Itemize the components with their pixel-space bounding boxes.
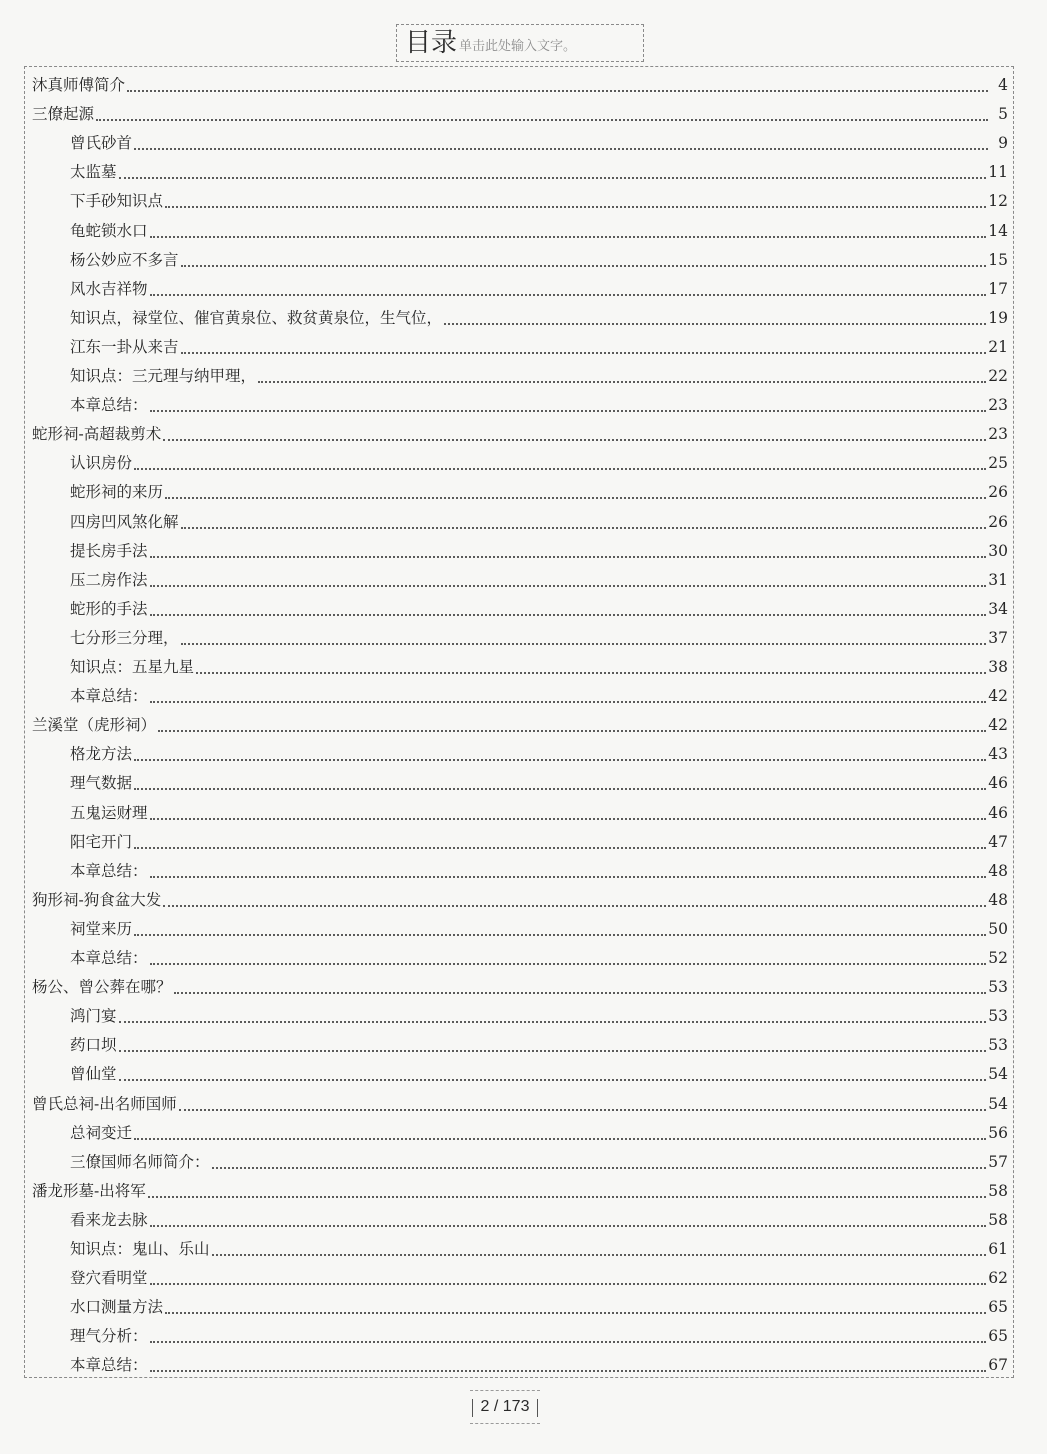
toc-leader-dots xyxy=(165,206,986,208)
toc-leader-dots xyxy=(163,905,986,907)
toc-entry[interactable] xyxy=(0,885,1008,913)
toc-entry[interactable] xyxy=(0,1350,1008,1378)
toc-entry[interactable] xyxy=(0,448,1008,476)
toc-entry[interactable] xyxy=(0,681,1008,709)
toc-entry[interactable] xyxy=(0,419,1008,447)
toc-entry-label: 下手砂知识点 xyxy=(70,192,164,211)
toc-leader-dots xyxy=(134,788,986,790)
toc-leader-dots xyxy=(119,1021,987,1023)
toc-entry-label: 本章总结： xyxy=(70,1356,148,1375)
toc-entry-page: 17 xyxy=(988,279,1008,298)
toc-entry-label: 三僚国师名师简介： xyxy=(70,1152,210,1171)
toc-entry[interactable] xyxy=(0,507,1008,535)
toc-entry-label: 沐真师傅简介 xyxy=(32,76,126,94)
toc-entry[interactable] xyxy=(0,1089,1008,1117)
toc-entry-page: 30 xyxy=(988,541,1008,560)
toc-entry[interactable] xyxy=(0,128,1008,156)
page-indicator-text: 2 / 173 xyxy=(480,1398,530,1415)
toc-entry[interactable] xyxy=(0,70,1008,98)
toc-entry[interactable] xyxy=(0,1176,1008,1204)
toc-leader-dots xyxy=(150,585,987,587)
toc-entry-label: 太监墓 xyxy=(70,163,117,182)
toc-entry-page: 50 xyxy=(988,919,1008,938)
toc-entry[interactable] xyxy=(0,99,1008,127)
toc-entry[interactable] xyxy=(0,1205,1008,1233)
toc-entry-label: 看来龙去脉 xyxy=(70,1210,148,1229)
toc-leader-dots xyxy=(165,1312,986,1314)
toc-entry-page: 21 xyxy=(988,337,1008,356)
toc-entry[interactable] xyxy=(0,1118,1008,1146)
toc-entry-label: 龟蛇锁水口 xyxy=(70,221,148,240)
toc-entry[interactable] xyxy=(0,216,1008,244)
toc-entry-page: 65 xyxy=(988,1298,1008,1317)
toc-entry[interactable] xyxy=(0,1030,1008,1058)
toc-entry-page: 9 xyxy=(998,134,1008,153)
toc-entry-label: 潘龙形墓-出将军 xyxy=(32,1181,146,1200)
toc-entry-label: 祠堂来历 xyxy=(70,919,133,938)
toc-entry-page: 23 xyxy=(988,396,1008,415)
toc-entry-label: 理气数据 xyxy=(70,774,133,793)
toc-entry-label: 江东一卦从来吉 xyxy=(70,337,179,356)
toc-entry[interactable] xyxy=(0,856,1008,884)
toc-entry-label: 本章总结： xyxy=(70,687,148,706)
placeholder-hint[interactable]: 单击此处输入文字。 xyxy=(459,39,577,54)
toc-leader-dots xyxy=(444,323,986,325)
toc-leader-dots xyxy=(181,352,987,354)
toc-leader-dots xyxy=(212,1254,987,1256)
toc-title-box xyxy=(396,24,644,62)
toc-entry-label: 兰溪堂（虎形祠） xyxy=(32,716,157,735)
toc-leader-dots xyxy=(150,701,987,703)
toc-entry-label: 风水吉祥物 xyxy=(70,279,148,298)
toc-entry-page: 58 xyxy=(988,1210,1008,1229)
toc-entry[interactable] xyxy=(0,623,1008,651)
toc-entry-page: 47 xyxy=(988,832,1008,851)
toc-entry-label: 七分形三分理， xyxy=(70,628,179,647)
toc-entry-page: 42 xyxy=(988,716,1008,735)
page-indicator xyxy=(470,1390,540,1424)
toc-entry-page: 53 xyxy=(988,978,1008,997)
toc-entry-label: 阳宅开门 xyxy=(70,832,133,851)
toc-entry-page: 26 xyxy=(988,483,1008,502)
toc-entry[interactable] xyxy=(0,1059,1008,1087)
toc-entry-label: 曾仙堂 xyxy=(70,1065,117,1084)
toc-entry[interactable] xyxy=(0,565,1008,593)
toc-entry[interactable] xyxy=(0,1321,1008,1349)
toc-entry[interactable] xyxy=(0,943,1008,971)
toc-entry-page: 19 xyxy=(988,308,1008,327)
toc-entry-page: 11 xyxy=(988,163,1008,182)
toc-leader-dots xyxy=(134,468,986,470)
toc-entry-label: 提长房手法 xyxy=(70,541,148,560)
toc-entry-label: 本章总结： xyxy=(70,949,148,967)
toc-entry-label: 本章总结： xyxy=(70,396,148,415)
toc-entry[interactable] xyxy=(0,1292,1008,1320)
toc-leader-dots xyxy=(134,934,986,936)
toc-entry-label: 认识房份 xyxy=(70,454,133,473)
toc-leader-dots xyxy=(150,1370,987,1372)
toc-entry-page: 54 xyxy=(988,1094,1008,1113)
toc-entry-label: 蛇形的手法 xyxy=(70,599,148,618)
toc-entry[interactable] xyxy=(0,1001,1008,1029)
toc-entry-page: 4 xyxy=(998,76,1008,94)
page-indicator-divider xyxy=(537,1399,538,1417)
toc-entry-label: 杨公、曾公葬在哪？ xyxy=(32,978,172,997)
toc-entry-page: 67 xyxy=(988,1356,1008,1375)
toc-entry-label: 理气分析： xyxy=(70,1327,148,1346)
toc-entry-page: 42 xyxy=(988,687,1008,706)
toc-entry[interactable] xyxy=(0,1234,1008,1262)
toc-leader-dots xyxy=(119,177,987,179)
toc-entry-page: 25 xyxy=(988,454,1008,473)
toc-entry-page: 46 xyxy=(988,774,1008,793)
toc-entry-page: 58 xyxy=(988,1181,1008,1200)
toc-entry[interactable] xyxy=(0,245,1008,273)
toc-leader-dots xyxy=(181,265,987,267)
toc-entry-label: 狗形祠-狗食盆大发 xyxy=(32,890,162,909)
toc-leader-dots xyxy=(258,381,986,383)
toc-entry[interactable] xyxy=(0,303,1008,331)
toc-entry[interactable] xyxy=(0,390,1008,418)
toc-entry-label: 水口测量方法 xyxy=(70,1298,164,1317)
toc-leader-dots xyxy=(150,963,987,965)
toc-leader-dots xyxy=(148,1196,987,1198)
toc-leader-dots xyxy=(150,236,987,238)
toc-leader-dots xyxy=(158,730,986,732)
toc-entry-page: 34 xyxy=(988,599,1008,618)
toc-leader-dots xyxy=(150,818,987,820)
toc-entry[interactable] xyxy=(0,536,1008,564)
toc-entry-page: 26 xyxy=(988,512,1008,531)
toc-entry[interactable] xyxy=(0,768,1008,796)
toc-leader-dots xyxy=(179,1109,987,1111)
toc-entry-label: 蛇形祠的来历 xyxy=(70,483,164,502)
toc-entry-label: 压二房作法 xyxy=(70,570,148,589)
toc-entry-label: 登穴看明堂 xyxy=(70,1269,148,1288)
toc-leader-dots xyxy=(96,119,988,121)
toc-entry-page: 61 xyxy=(988,1240,1008,1258)
toc-entry-label: 五鬼运财理 xyxy=(70,803,148,822)
toc-entry[interactable] xyxy=(0,710,1008,738)
toc-entry[interactable] xyxy=(0,1147,1008,1175)
toc-entry-page: 53 xyxy=(988,1007,1008,1026)
toc-leader-dots xyxy=(150,1283,987,1285)
toc-entry-page: 48 xyxy=(988,890,1008,909)
toc-entry-page: 62 xyxy=(988,1269,1008,1288)
toc-leader-dots xyxy=(134,847,986,849)
toc-entry-label: 曾氏总祠-出名师国师 xyxy=(32,1094,177,1113)
toc-entry-label: 药口坝 xyxy=(70,1036,117,1055)
toc-leader-dots xyxy=(165,497,986,499)
toc-entry[interactable] xyxy=(0,827,1008,855)
toc-entry[interactable] xyxy=(0,914,1008,942)
toc-leader-dots xyxy=(196,672,986,674)
toc-leader-dots xyxy=(150,294,987,296)
toc-leader-dots xyxy=(181,527,987,529)
toc-entry-page: 65 xyxy=(988,1327,1008,1346)
toc-title: 目录 xyxy=(405,28,458,58)
toc-entry-label: 杨公妙应不多言 xyxy=(70,250,179,269)
toc-entry-label: 鸿门宴 xyxy=(70,1007,117,1026)
toc-leader-dots xyxy=(134,1138,986,1140)
toc-entry[interactable] xyxy=(0,477,1008,505)
toc-leader-dots xyxy=(134,148,988,150)
toc-entry-page: 12 xyxy=(988,192,1008,211)
toc-entry[interactable] xyxy=(0,332,1008,360)
toc-entry-page: 14 xyxy=(988,221,1008,240)
toc-entry[interactable] xyxy=(0,739,1008,767)
toc-entry-page: 54 xyxy=(988,1065,1008,1084)
toc-leader-dots xyxy=(127,90,988,92)
toc-entry-page: 22 xyxy=(988,367,1008,385)
toc-entry-label: 知识点：五星九星 xyxy=(70,658,195,676)
toc-entry[interactable] xyxy=(0,157,1008,185)
toc-leader-dots xyxy=(150,556,987,558)
toc-entry-page: 46 xyxy=(988,803,1008,822)
toc-entry[interactable] xyxy=(0,274,1008,302)
toc-entry-label: 知识点：三元理与纳甲理， xyxy=(70,367,257,385)
toc-leader-dots xyxy=(150,614,987,616)
toc-leader-dots xyxy=(163,439,986,441)
toc-entry-page: 31 xyxy=(988,570,1008,589)
toc-entry-label: 知识点：鬼山、乐山 xyxy=(70,1240,210,1258)
toc-leader-dots xyxy=(150,410,987,412)
toc-entry-page: 57 xyxy=(988,1152,1008,1171)
toc-entry-page: 15 xyxy=(988,250,1008,269)
toc-entry[interactable] xyxy=(0,1263,1008,1291)
toc-leader-dots xyxy=(181,643,987,645)
toc-leader-dots xyxy=(150,1341,987,1343)
toc-entry-page: 43 xyxy=(988,745,1008,764)
toc-entry-page: 23 xyxy=(988,425,1008,444)
toc-entry-label: 三僚起源 xyxy=(32,105,95,124)
toc-entry-page: 52 xyxy=(988,949,1008,967)
toc-entry[interactable] xyxy=(0,186,1008,214)
toc-entry[interactable] xyxy=(0,798,1008,826)
page-indicator-divider xyxy=(472,1399,473,1417)
toc-entry-page: 5 xyxy=(998,105,1008,124)
toc-leader-dots xyxy=(119,1079,987,1081)
toc-entry[interactable] xyxy=(0,594,1008,622)
toc-entry[interactable] xyxy=(0,652,1008,680)
toc-leader-dots xyxy=(174,992,987,994)
toc-entry-page: 56 xyxy=(988,1123,1008,1142)
toc-entry-label: 曾氏砂首 xyxy=(70,134,133,153)
toc-entry-page: 53 xyxy=(988,1036,1008,1055)
toc-leader-dots xyxy=(150,876,987,878)
toc-entry-label: 四房凹风煞化解 xyxy=(70,512,179,531)
toc-entry-label: 格龙方法 xyxy=(70,745,133,764)
toc-entry-page: 37 xyxy=(988,628,1008,647)
toc-entry-label: 蛇形祠-高超裁剪术 xyxy=(32,425,162,444)
toc-entry-page: 38 xyxy=(988,658,1008,676)
toc-entry-label: 总祠变迁 xyxy=(70,1123,133,1142)
toc-entry[interactable] xyxy=(0,361,1008,389)
toc-entry-label: 本章总结： xyxy=(70,861,148,880)
toc-entry-label: 知识点，禄堂位、催官黄泉位、救贫黄泉位，生气位， xyxy=(70,308,443,327)
toc-leader-dots xyxy=(134,759,986,761)
toc-leader-dots xyxy=(119,1050,987,1052)
toc-leader-dots xyxy=(150,1225,987,1227)
toc-entry-page: 48 xyxy=(988,861,1008,880)
toc-leader-dots xyxy=(212,1167,987,1169)
toc-entry[interactable] xyxy=(0,972,1008,1000)
